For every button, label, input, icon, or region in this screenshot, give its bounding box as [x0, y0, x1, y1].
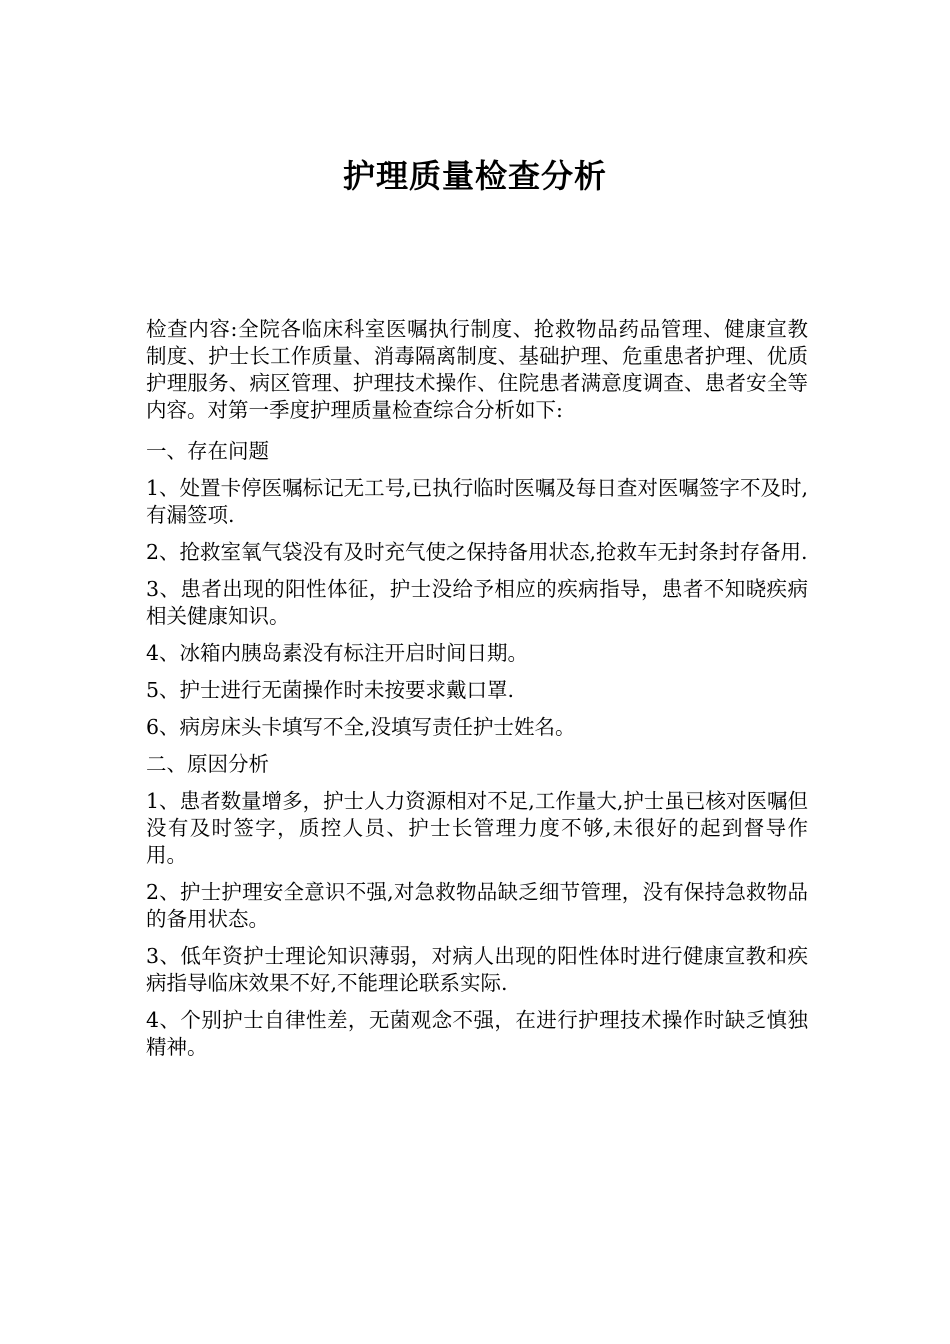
section-heading-problems: 一、存在问题: [146, 439, 269, 463]
cause-item: 1、患者数量增多，护士人力资源相对不足,工作量大,护士虽已核对医嘱但没有及时签字，质控人员、护士长管理力度不够,未很好的起到督导作用。: [146, 789, 808, 867]
problem-item: 2、抢救室氧气袋没有及时充气使之保持备用状态,抢救车无封条封存备用.: [146, 540, 808, 564]
cause-item: 2、护士护理安全意识不强,对急救物品缺乏细节管理，没有保持急救物品的备用状态。: [146, 880, 808, 931]
document-title: 护理质量检查分析: [342, 157, 607, 195]
problem-item: 5、护士进行无菌操作时未按要求戴口罩.: [146, 678, 515, 702]
document-body: [146, 316, 808, 1071]
cause-item: 3、低年资护士理论知识薄弱，对病人出现的阳性体时进行健康宣教和疾病指导临床效果不好,不能理论联系实际.: [146, 944, 808, 995]
cause-item: 4、个别护士自律性差，无菌观念不强，在进行护理技术操作时缺乏慎独精神。: [146, 1008, 808, 1059]
problem-item: 4、冰箱内胰岛素没有标注开启时间日期。: [146, 641, 529, 665]
problem-item: 1、处置卡停医嘱标记无工号,已执行临时医嘱及每日查对医嘱签字不及时,有漏签项.: [146, 476, 808, 527]
problem-item: 3、患者出现的阳性体征，护士没给予相应的疾病指导，患者不知晓疾病相关健康知识。: [146, 577, 808, 628]
problem-item: 6、病房床头卡填写不全,没填写责任护士姓名。: [146, 715, 576, 739]
intro-paragraph: 检查内容:全院各临床科室医嘱执行制度、抢救物品药品管理、健康宣教制度、护士长工作质量、消毒隔离制度、基础护理、危重患者护理、优质护理服务、病区管理、护理技术操作、住院患者满意度调查、患者安全等内容。对第一季度护理质量检查综合分析如下:: [146, 317, 808, 422]
section-heading-causes: 二、原因分析: [146, 752, 269, 776]
